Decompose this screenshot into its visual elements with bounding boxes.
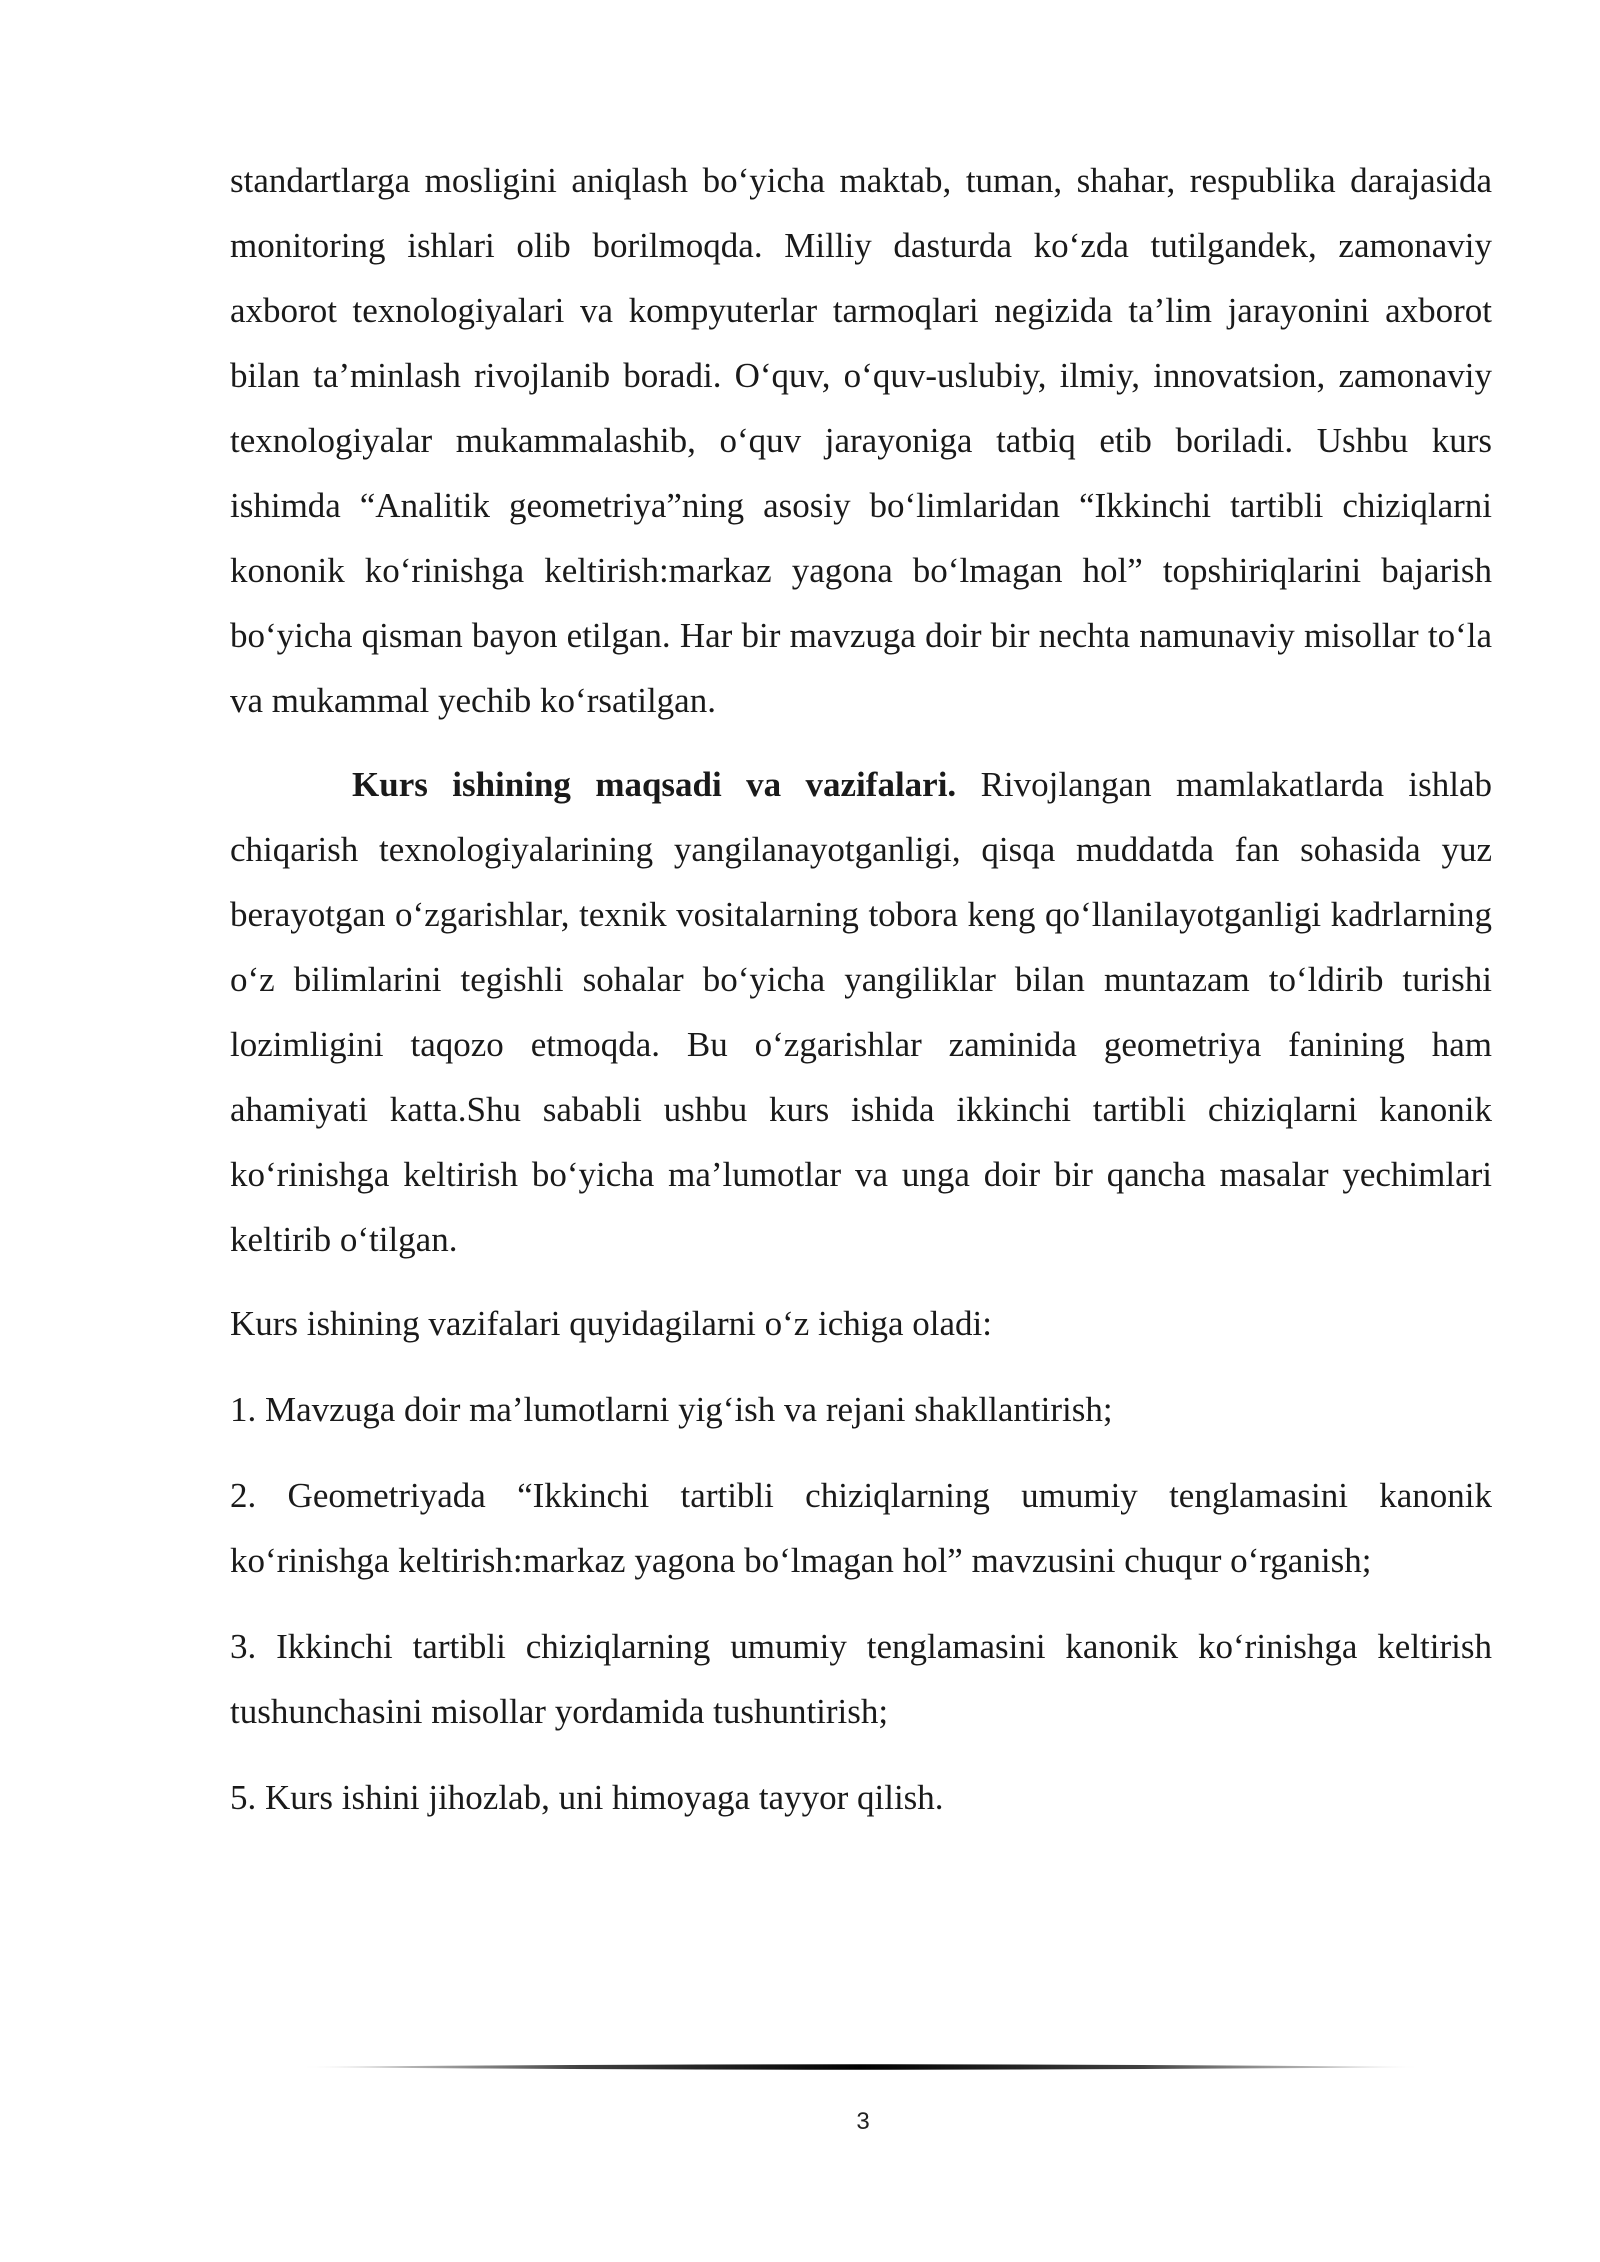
page-number: 3 (856, 2108, 870, 2135)
footer-divider (300, 2061, 1420, 2073)
tasks-lead: Kurs ishining vazifalari quyidagilarni o‘z ichiga oladi: (230, 1304, 993, 1343)
list-item: 3. Ikkinchi tartibli chiziqlarning umumiy tenglamasini kanonik ko‘rinishga keltirish tushunchasini misollar yordamida tushuntirish; (230, 1627, 1492, 1731)
goals-paragraph (230, 752, 1492, 1272)
list-item: 5. Kurs ishini jihozlab, uni himoyaga tayyor qilish. (230, 1778, 944, 1817)
tasks-list (230, 1377, 1492, 1830)
list-item: 2. Geometriyada “Ikkinchi tartibli chiziqlarning umumiy tenglamasini kanonik ko‘rinishga keltirish:markaz yagona bo‘lmagan hol” mavzusini chuqur o‘rganish; (230, 1476, 1492, 1580)
list-item: 1. Mavzuga doir ma’lumotlarni yig‘ish va rejani shakllantirish; (230, 1390, 1113, 1429)
goals-text: Rivojlangan mamlakatlarda ishlab chiqarish texnologiyalarining yangilanayotganligi, qisqa muddatda fan sohasida yuz berayotgan o‘zgarishlar, texnik vositalarning tobora keng qo‘llanilayotganligi kadrlarning o‘z bilimlarini tegishli sohalar bo‘yicha yangiliklar bilan muntazam to‘ldirib turishi lozimligini taqozo etmoqda. Bu o‘zgarishlar zaminida geometriya fanining ham ahamiyati katta.Shu sababli ushbu kurs ishida ikkinchi tartibli chiziqlarni kanonik ko‘rinishga keltirish bo‘yicha ma’lumotlar va unga doir bir qancha masalar yechimlari keltirib o‘tilgan. (230, 765, 1492, 1259)
goals-heading: Kurs ishining maqsadi va vazifalari. (352, 765, 957, 804)
intro-paragraph: standartlarga mosligini aniqlash bo‘yicha maktab, tuman, shahar, respublika darajasida monitoring ishlari olib borilmoqda. Milliy dasturda ko‘zda tutilgandek, zamonaviy axborot texnologiyalari va kompyuterlar tarmoqlari negizida ta’lim jarayonini axborot bilan ta’minlash rivojlanib boradi. O‘quv, o‘quv-uslubiy, ilmiy, innovatsion, zamonaviy texnologiyalar mukammalashib, o‘quv jarayoniga tatbiq etib boriladi. Ushbu kurs ishimda “Analitik geometriya”ning asosiy bo‘limlaridan “Ikkinchi tartibli chiziqlarni kononik ko‘rinishga keltirish:markaz yagona bo‘lmagan hol” topshiriqlarini bajarish bo‘yicha qisman bayon etilgan. Har bir mavzuga doir bir nechta namunaviy misollar to‘la va mukammal yechib ko‘rsatilgan. (230, 161, 1492, 720)
page-body (230, 148, 1492, 1851)
